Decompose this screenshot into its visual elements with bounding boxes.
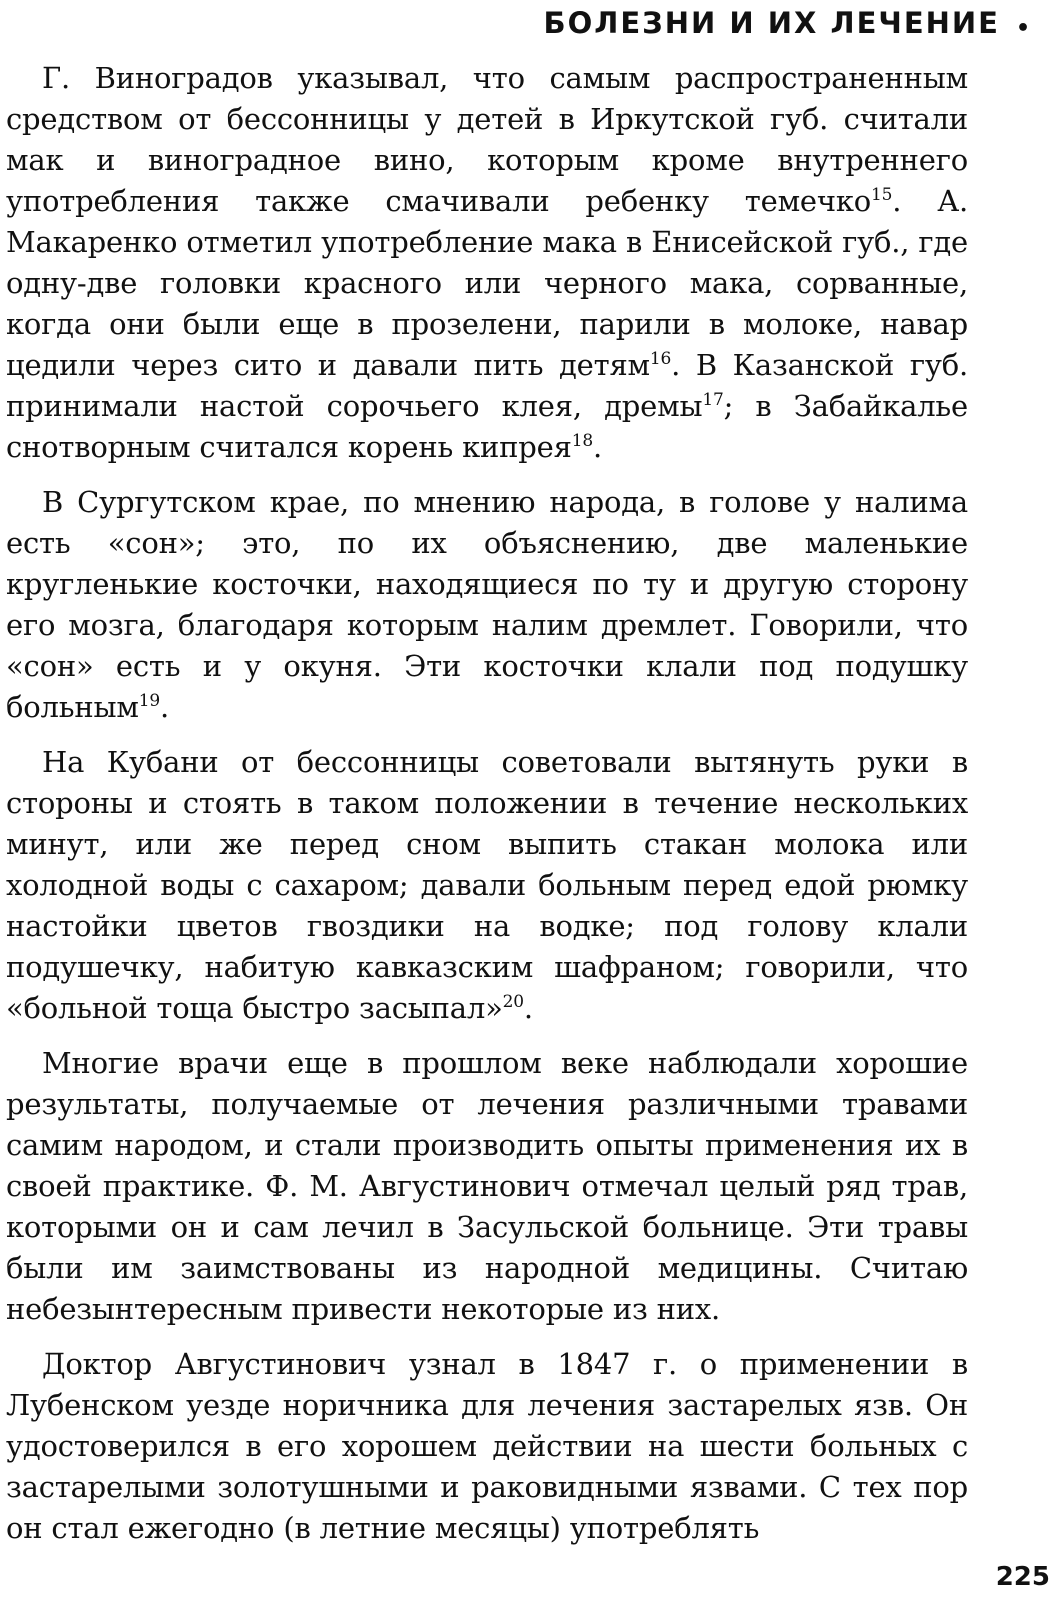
paragraph-text: Многие врачи еще в прошлом веке наблюдали хорошие результаты, получаемые от лечения различными травами самим народом, и стали производить опыты применения их в своей практике. Ф. М. Августинович отмечал целый ряд трав, которыми он и сам лечил в Засульской больнице. Эти травы были им заимствованы из народной медицины. Считаю небезынтересным привести некоторые из них. — [6, 1046, 968, 1326]
paragraph-text: . — [159, 690, 169, 724]
running-head-bullet: • — [1015, 16, 1032, 41]
paragraph-text: Г. Виноградов указывал, что самым распространенным средством от бессонницы у детей в Иркутской губ. считали мак и виноградное вино, которым кроме внутреннего употребления также смачивали ребенку темечко — [6, 61, 968, 218]
paragraph-text: В Сургутском крае, по мнению народа, в голове у налима есть «сон»; это, по их объяснению, две маленькие кругленькие косточки, находящиеся по ту и другую сторону его мозга, благодаря которым налим дремлет. Говорили, что «сон» есть и у окуня. Эти косточки клали под подушку больным — [6, 485, 968, 724]
paragraph-text: ; в Забайкалье снотворным считался корень кипрея — [6, 389, 968, 464]
paragraph-text: . — [592, 430, 602, 464]
page-number: 225 — [995, 1562, 1050, 1592]
running-title: БОЛЕЗНИ И ИХ ЛЕЧЕНИЕ — [543, 6, 1000, 40]
paragraph-text: Доктор Августинович узнал в 1847 г. о применении в Лубенском уезде норичника для лечения застарелых язв. Он удостоверился в его хорошем действии на шести больных с застарелыми золотушными и раковидными язвами. С тех пор он стал ежегодно (в летние месяцы) употреблять — [6, 1347, 968, 1545]
body-paragraph — [6, 482, 968, 728]
body-paragraph — [6, 1344, 968, 1549]
body-paragraph — [6, 58, 968, 468]
running-head — [543, 6, 1032, 41]
footnote-ref: 15 — [871, 185, 893, 205]
footnote-ref: 19 — [138, 691, 160, 711]
paragraph-text: . В Казанской губ. принимали настой сорочьего клея, дремы — [6, 348, 969, 423]
page-body — [6, 58, 968, 1549]
body-paragraph — [6, 742, 968, 1029]
paragraph-text: . — [523, 991, 533, 1025]
paragraph-text: . А. Макаренко отметил употребление мака в Енисейской губ., где одну-две головки красного или черного мака, сорванные, когда они были еще в прозелени, парили в молоке, навар цедили через сито и давали пить детям — [6, 184, 968, 382]
paragraph-text: На Кубани от бессонницы советовали вытянуть руки в стороны и стоять в таком положении в течение нескольких минут, или же перед сном выпить стакан молока или холодной воды с сахаром; давали больным перед едой рюмку настойки цветов гвоздики на водке; под голову клали подушечку, набитую кавказским шафраном; говорили, что «больной тоща быстро засыпал» — [6, 745, 968, 1025]
footnote-ref: 16 — [649, 349, 672, 369]
body-paragraph — [6, 1043, 968, 1330]
footnote-ref: 17 — [702, 390, 724, 410]
footnote-ref: 20 — [502, 992, 524, 1012]
footnote-ref: 18 — [571, 431, 593, 451]
